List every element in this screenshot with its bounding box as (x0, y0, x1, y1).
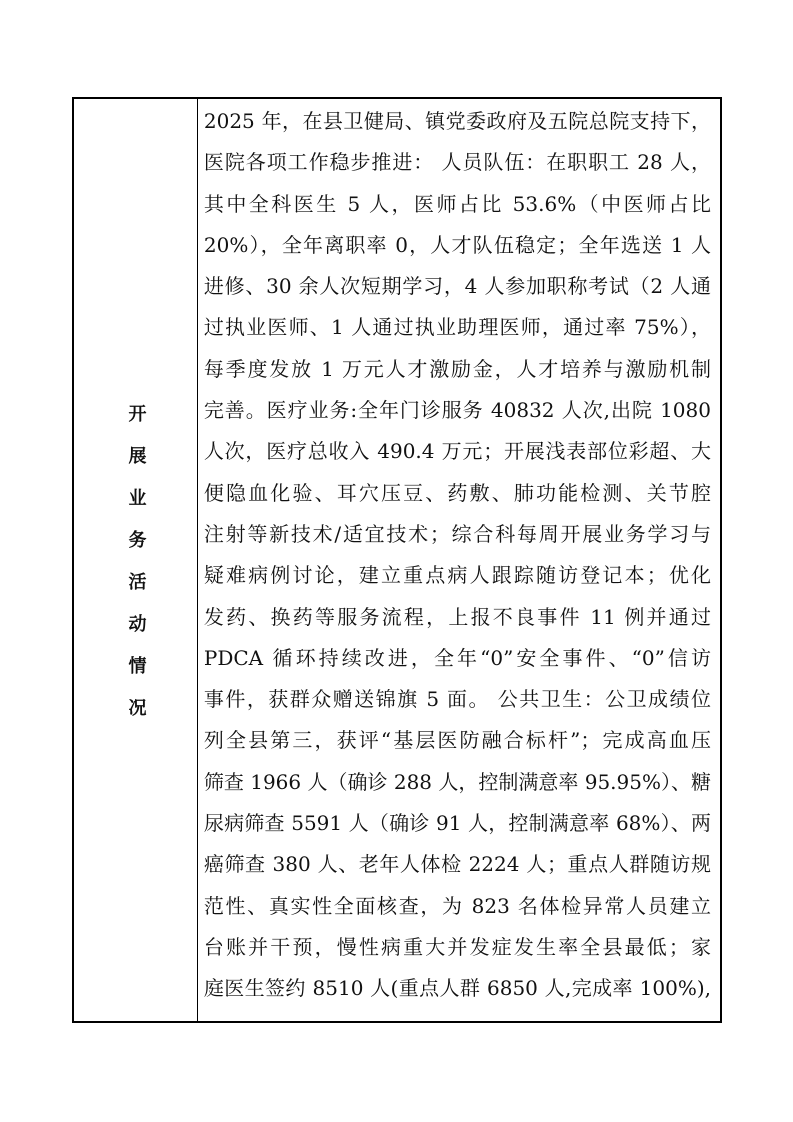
text-line: 便隐血化验、耳穴压豆、药敷、肺功能检测、关节腔 (203, 480, 711, 505)
text-line: 癌筛查 380 人、老年人体检 2224 人；重点人群随访规 (203, 852, 711, 877)
section-label-cell (74, 99, 198, 1021)
text-line: 进修、30 余人次短期学习，4 人参加职称考试（2 人通 (203, 274, 711, 299)
text-line: 完善。医疗业务:全年门诊服务 40832 人次,出院 1080 (203, 398, 711, 423)
text-line: 每季度发放 1 万元人才激励金，人才培养与激励机制 (203, 356, 711, 381)
text-line: 台账并干预，慢性病重大并发症发生率全县最低；家 (203, 934, 711, 959)
text-line: 庭医生签约 8510 人(重点人群 6850 人,完成率 100%), (203, 976, 711, 1001)
text-line: 疑难病例讨论，建立重点病人跟踪随访登记本；优化 (203, 563, 711, 588)
activity-table (72, 97, 722, 1023)
text-line: 20%），全年离职率 0，人才队伍稳定；全年选送 1 人 (203, 232, 711, 257)
text-line: 过执业医师、1 人通过执业助理医师，通过率 75%）， (203, 315, 711, 340)
text-line: 尿病筛查 5591 人（确诊 91 人，控制满意率 68%）、两 (203, 811, 711, 836)
text-line: 范性、真实性全面核查，为 823 名体检异常人员建立 (203, 893, 711, 918)
text-line: 2025 年，在县卫健局、镇党委政府及五院总院支持下， (203, 109, 711, 133)
text-line: 筛查 1966 人（确诊 288 人，控制满意率 95.95%）、糖 (203, 769, 711, 794)
section-content-cell (198, 99, 720, 1021)
text-line: 事件，获群众赠送锦旗 5 面。 公共卫生：公卫成绩位 (203, 687, 711, 712)
text-line: 人次，医疗总收入 490.4 万元；开展浅表部位彩超、大 (203, 439, 711, 464)
text-line: PDCA 循环持续改进，全年“0”安全事件、“0”信访 (203, 645, 711, 670)
text-line: 注射等新技术/适宜技术；综合科每周开展业务学习与 (203, 521, 711, 546)
text-line: 医院各项工作稳步推进： 人员队伍：在职职工 28 人， (203, 150, 711, 175)
text-line: 其中全科医生 5 人，医师占比 53.6%（中医师占比 (203, 191, 711, 216)
text-line: 发药、换药等服务流程，上报不良事件 11 例并通过 (203, 604, 711, 629)
section-label: 开展业务活动情况 (125, 404, 147, 740)
text-line: 列全县第三，获评“基层医防融合标杆”；完成高血压 (203, 728, 711, 753)
